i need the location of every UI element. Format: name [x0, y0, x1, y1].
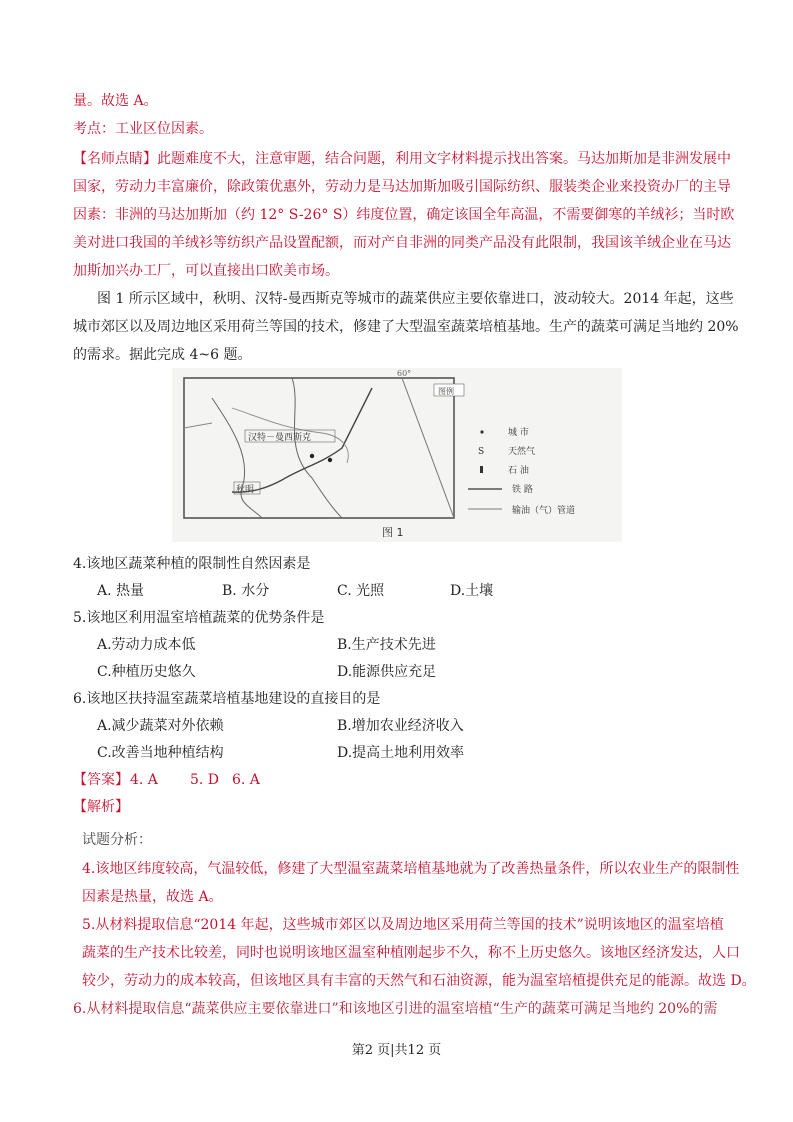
q5-option-b: B.生产技术先进: [337, 637, 436, 653]
analysis-6a: 6.从材料提取信息“蔬菜供应主要依靠进口”和该地区引进的温室培植“生产的蔬菜可满足当地约 20%的需: [73, 1001, 718, 1017]
intro-line-7: 加斯加兴办工厂，可以直接出口欧美市场。: [73, 263, 339, 279]
intro-line-1: 量。故选 A。: [73, 93, 158, 109]
city-label-tyumen: 秋明: [236, 485, 255, 495]
analysis-5c: 较少，劳动力的成本较高，但该地区具有丰富的天然气和石油资源，能为温室培植提供充足的能源。故选 D。: [82, 973, 756, 989]
legend-gas-icon: S: [478, 447, 485, 457]
passage-line-1: 图 1 所示区域中，秋明、汉特-曼西斯克等城市的蔬菜供应主要依靠进口，波动较大。2014 年起，这些: [97, 291, 734, 307]
q4-option-d: D.土壤: [450, 583, 494, 599]
question-5-stem: 5.该地区利用温室培植蔬菜的优势条件是: [73, 610, 325, 626]
legend-city-icon: [480, 430, 483, 433]
page-number: 第2 页|共12 页: [351, 1043, 442, 1058]
analysis-label: 【解析】: [73, 799, 129, 815]
q6-option-b: B.增加农业经济收入: [337, 718, 464, 734]
oil-marker: [310, 454, 314, 458]
q4-option-b: B. 水分: [222, 583, 270, 599]
legend-pipe: 输油（气）管道: [512, 506, 576, 516]
q6-option-a: A.减少蔬菜对外依赖: [97, 718, 224, 734]
q4-option-c: C. 光照: [337, 583, 385, 599]
analysis-5b: 蔬菜的生产技术比较差，同时也说明该地区温室种植刚起步不久，称不上历史悠久。该地区经济发达，人口: [82, 945, 740, 961]
q5-option-a: A.劳动力成本低: [97, 637, 196, 653]
q5-option-d: D.能源供应充足: [337, 664, 437, 680]
city-label-khanty: 汉特－曼西斯克: [248, 433, 312, 443]
answer-4: 4. A: [130, 772, 158, 788]
intro-line-4: 国家，劳动力丰富廉价，除政策优惠外，劳动力是马达加斯加吸引国际纺织、服装类企业来投资办厂的主导: [73, 179, 731, 195]
map-figure: [172, 368, 622, 542]
analysis-4b: 因素是热量，故选 A。: [82, 889, 223, 905]
analysis-5a: 5.从材料提取信息“2014 年起，这些城市郊区以及周边地区采用荷兰等国的技术”说明该地区的温室培植: [82, 917, 724, 933]
legend-oil-icon: [480, 466, 483, 473]
answer-label: 【答案】: [73, 772, 129, 788]
answer-6: 6. A: [232, 772, 260, 788]
intro-line-6: 美对进口我国的羊绒衫等纺织产品设置配额，而对产自非洲的同类产品没有此限制，我国该羊绒企业在马达: [73, 235, 731, 251]
question-6-stem: 6.该地区扶持温室蔬菜培植基地建设的直接目的是: [73, 691, 381, 707]
q6-option-c: C.改善当地种植结构: [97, 745, 224, 761]
intro-line-2: 考点：工业区位因素。: [73, 121, 213, 137]
legend-rail: 铁 路: [512, 485, 533, 495]
legend-city: 城 市: [508, 428, 529, 438]
q6-option-d: D.提高土地利用效率: [337, 745, 465, 761]
analysis-sub: 试题分析：: [82, 832, 152, 848]
analysis-4a: 4.该地区纬度较高，气温较低，修建了大型温室蔬菜培植基地就为了改善热量条件，所以农业生产的限制性: [82, 861, 740, 877]
intro-line-5: 因素：非洲的马达加斯加（约 12° S-26° S）纬度位置，确定该国全年高温，不需要御寒的羊绒衫；当时欧: [73, 207, 735, 223]
q5-option-c: C.种植历史悠久: [97, 664, 196, 680]
answer-5: 5. D: [190, 772, 220, 788]
legend-oil: 石 油: [508, 466, 529, 476]
q4-option-a: A. 热量: [97, 583, 145, 599]
passage-line-2: 城市郊区以及周边地区采用荷兰等国的技术，修建了大型温室蔬菜培植基地。生产的蔬菜可满足当地约 20%: [73, 319, 739, 335]
intro-line-3: 【名师点睛】此题难度不大，注意审题，结合问题，利用文字材料提示找出答案。马达加斯加是非洲发展中: [73, 151, 731, 167]
legend-gas: 天然气: [508, 447, 536, 457]
legend-box-label: 图例: [438, 387, 454, 396]
passage-line-3: 的需求。据此完成 4~6 题。: [73, 347, 252, 363]
oil-marker-2: [328, 458, 332, 462]
question-4-stem: 4.该地区蔬菜种植的限制性自然因素是: [73, 556, 311, 572]
map-caption: 图 1: [382, 526, 404, 539]
map-lon-label: 60°: [397, 369, 412, 378]
